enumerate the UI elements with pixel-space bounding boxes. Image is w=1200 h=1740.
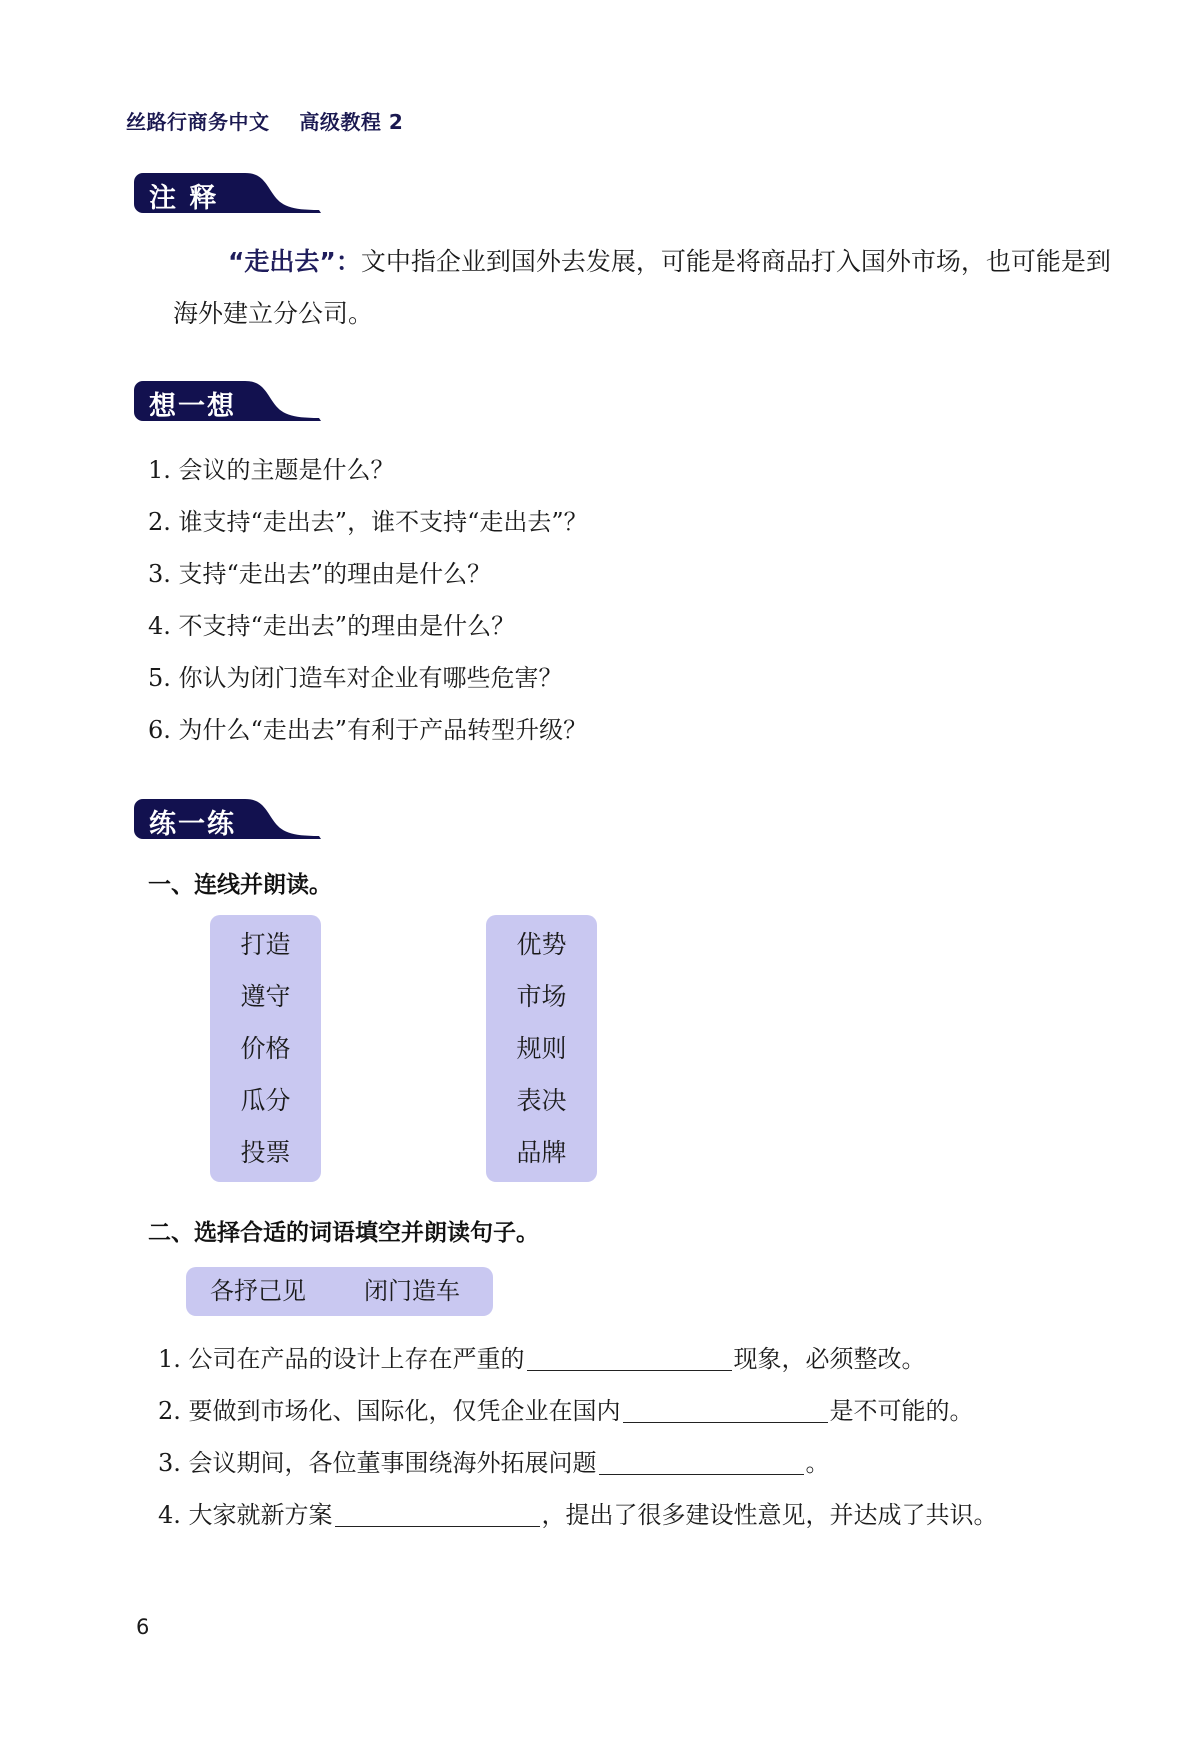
note-definition: 文中指企业到国外去发展，可能是将商品打入国外市场，也可能是到海外建立分公司。 [173,247,1111,328]
book-title: 丝路行商务中文 [126,110,270,134]
question-item: 4. 不支持“走出去”的理由是什么？ [148,612,516,640]
tab-label-notes: 注 释 [149,183,219,214]
section-tab-notes [133,172,333,216]
fill-in-sentence [158,1489,998,1541]
fill-in-sentence [158,1333,998,1385]
match-word-right: 市场 [516,982,567,1011]
running-header [126,106,403,135]
right-word-column [486,915,597,1182]
note-term: “走出去”： [228,247,361,276]
page-number: 6 [136,1615,150,1639]
fill-in-sentence [158,1437,998,1489]
match-word-left: 遵守 [240,982,291,1011]
sentence-after: 现象，必须整改。 [733,1345,926,1373]
fill-in-sentence [158,1385,998,1437]
section-tab-think [133,380,333,424]
sentence-before: 4. 大家就新方案 [158,1501,333,1529]
answer-blank[interactable] [623,1394,828,1423]
match-word-left: 价格 [240,1034,291,1063]
tab-label-think: 想一想 [149,391,236,422]
volume-title: 高级教程 2 [299,110,404,134]
tab-label-practice: 练一练 [149,809,236,840]
question-item: 6. 为什么“走出去”有利于产品转型升级？ [148,716,588,744]
left-word-column [210,915,321,1182]
sentence-after: 是不可能的。 [829,1397,974,1425]
sentence-after: 。 [805,1449,830,1477]
word-bank-item: 闭门造车 [364,1277,460,1305]
answer-blank[interactable] [599,1446,804,1475]
sentence-before: 1. 公司在产品的设计上存在严重的 [158,1345,525,1373]
exercise2-title: 二、选择合适的词语填空并朗读句子。 [148,1220,539,1246]
match-word-left: 打造 [240,930,291,959]
answer-blank[interactable] [527,1342,732,1371]
section-tab-practice [133,798,333,842]
question-item: 5. 你认为闭门造车对企业有哪些危害？ [148,664,563,692]
match-word-left: 投票 [240,1138,291,1167]
exercise1-title: 一、连线并朗读。 [148,872,332,898]
match-word-right: 品牌 [516,1138,567,1167]
match-word-right: 规则 [516,1034,567,1063]
match-word-right: 表决 [516,1086,567,1115]
word-bank-item: 各抒己见 [210,1277,306,1305]
question-item: 2. 谁支持“走出去”，谁不支持“走出去”？ [148,508,588,536]
word-bank [186,1267,493,1316]
sentence-before: 2. 要做到市场化、国际化，仅凭企业在国内 [158,1397,621,1425]
question-item: 1. 会议的主题是什么？ [148,456,395,484]
answer-blank[interactable] [335,1498,540,1527]
question-list [148,444,588,756]
question-item: 3. 支持“走出去”的理由是什么？ [148,560,492,588]
match-word-left: 瓜分 [240,1086,291,1115]
match-word-right: 优势 [516,930,567,959]
fill-in-list [158,1333,998,1541]
sentence-after: ，提出了很多建设性意见，并达成了共识。 [541,1501,998,1529]
sentence-before: 3. 会议期间，各位董事围绕海外拓展问题 [158,1449,597,1477]
note-paragraph [173,236,1133,340]
